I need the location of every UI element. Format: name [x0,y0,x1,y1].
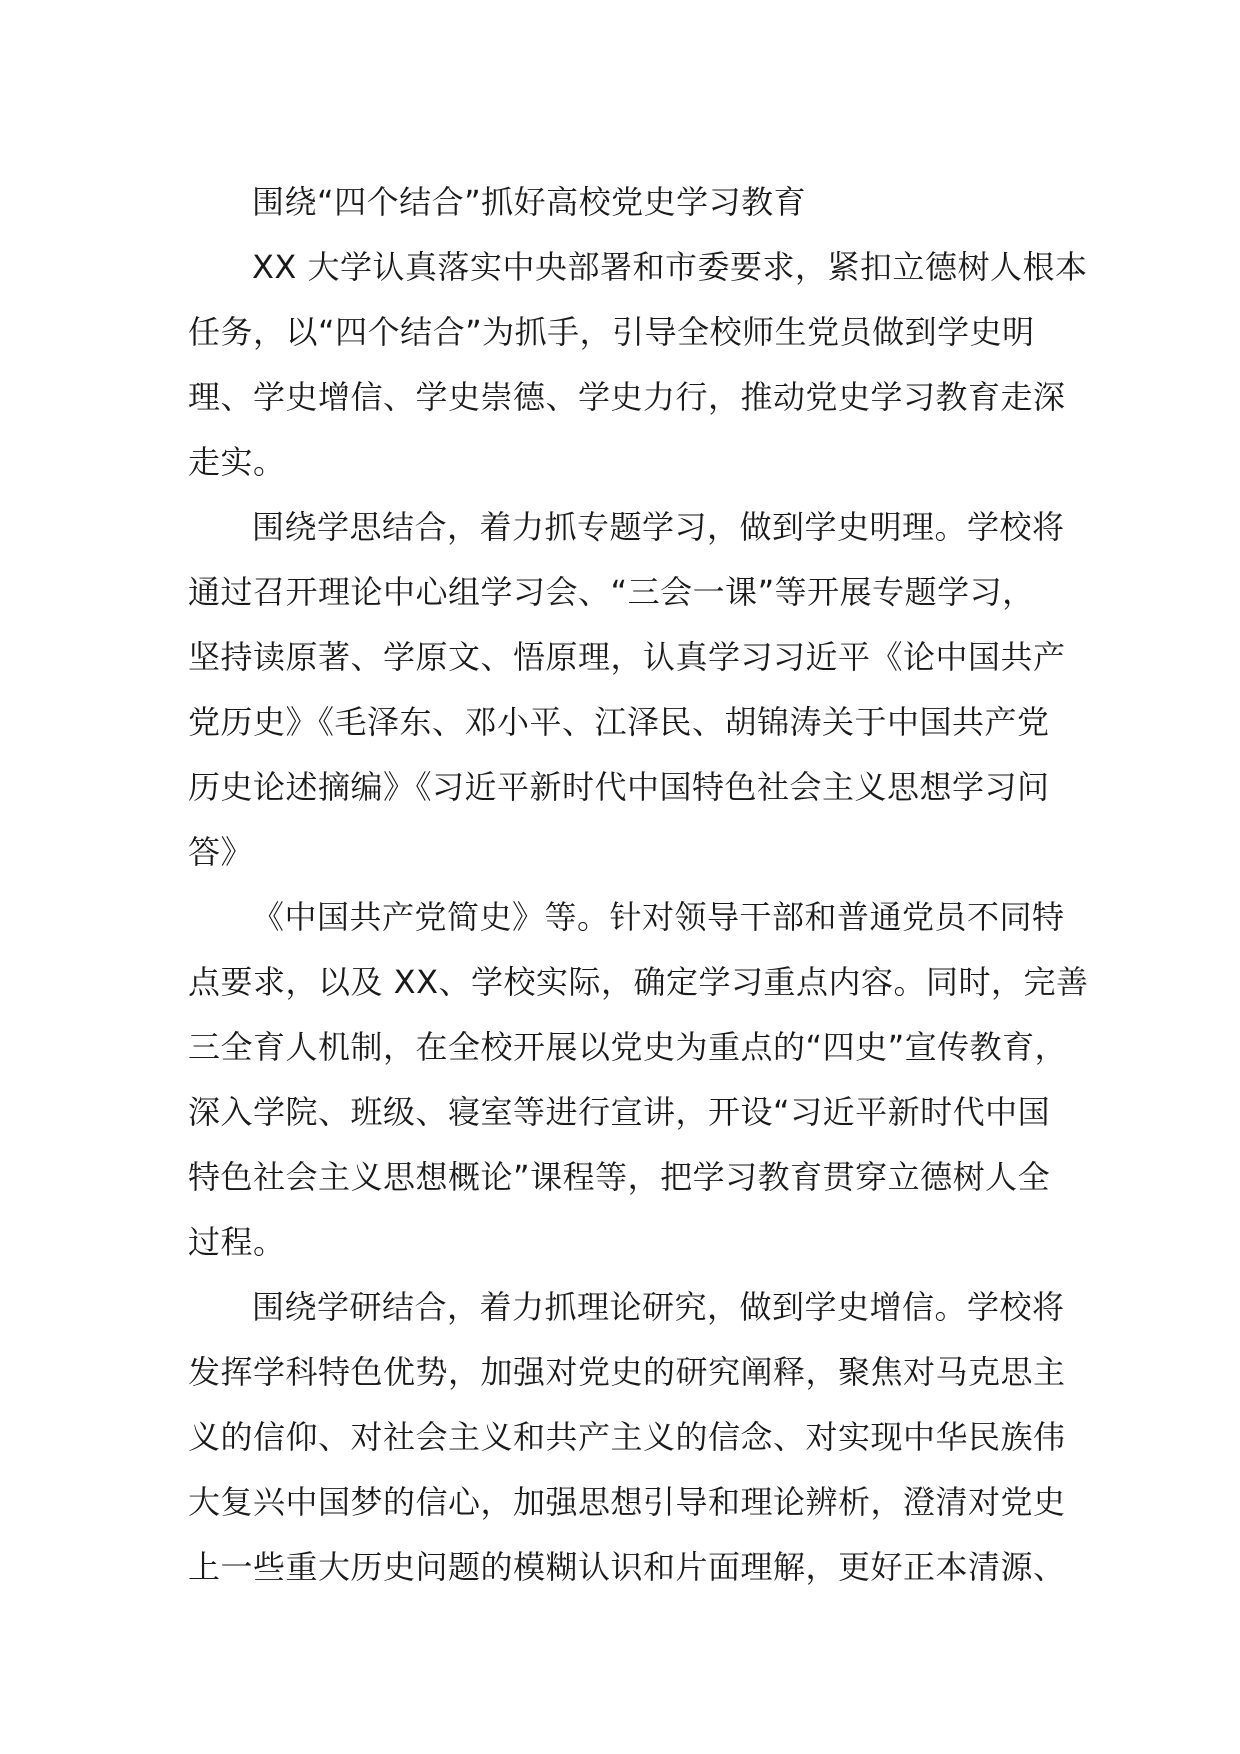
text-line: 坚持读原著、学原文、悟原理，认真学习习近平《论中国共产 [188,638,1066,676]
text-line: 点要求，以及 XX、学校实际，确定学习重点内容。同时，完善 [188,963,1089,1001]
text-line: 特色社会主义思想概论”课程等，把学习教育贯穿立德树人全 [188,1158,1051,1196]
text-line: 大复兴中国梦的信心，加强思想引导和理论辨析，澄清对党史 [188,1483,1066,1521]
text-line: 通过召开理论中心组学习会、“三会一课”等开展专题学习， [188,573,1035,611]
text-line: 深入学院、班级、寝室等进行宣讲，开设“习近平新时代中国 [188,1093,1051,1131]
text-line: XX 大学认真落实中央部署和市委要求，紧扣立德树人根本 [252,248,1088,286]
text-line: 理、学史增信、学史崇德、学史力行，推动党史学习教育走深 [188,378,1066,416]
text-line: 义的信仰、对社会主义和共产主义的信念、对实现中华民族伟 [188,1418,1066,1456]
text-line: 发挥学科特色优势，加强对党史的研究阐释，聚焦对马克思主 [188,1353,1066,1391]
text-line: 任务，以“四个结合”为抓手，引导全校师生党员做到学史明 [188,313,1035,351]
text-line: 围绕学研结合，着力抓理论研究，做到学史增信。学校将 [252,1288,1065,1326]
text-line: 党历史》《毛泽东、邓小平、江泽民、胡锦涛关于中国共产党 [188,703,1050,741]
text-line: 《中国共产党简史》等。针对领导干部和普通党员不同特 [252,898,1065,936]
text-line: 历史论述摘编》《习近平新时代中国特色社会主义思想学习问 [188,768,1050,806]
text-line: 走实。 [188,443,286,481]
document-title: 围绕“四个结合”抓好高校党史学习教育 [252,183,807,221]
text-line: 三全育人机制，在全校开展以党史为重点的“四史”宣传教育， [188,1028,1068,1066]
text-line: 过程。 [188,1223,286,1261]
text-line: 答》 [188,833,254,871]
text-line: 上一些重大历史问题的模糊认识和片面理解，更好正本清源、 [188,1548,1066,1586]
document-body [188,170,1088,1600]
text-line: 围绕学思结合，着力抓专题学习，做到学史明理。学校将 [252,508,1065,546]
